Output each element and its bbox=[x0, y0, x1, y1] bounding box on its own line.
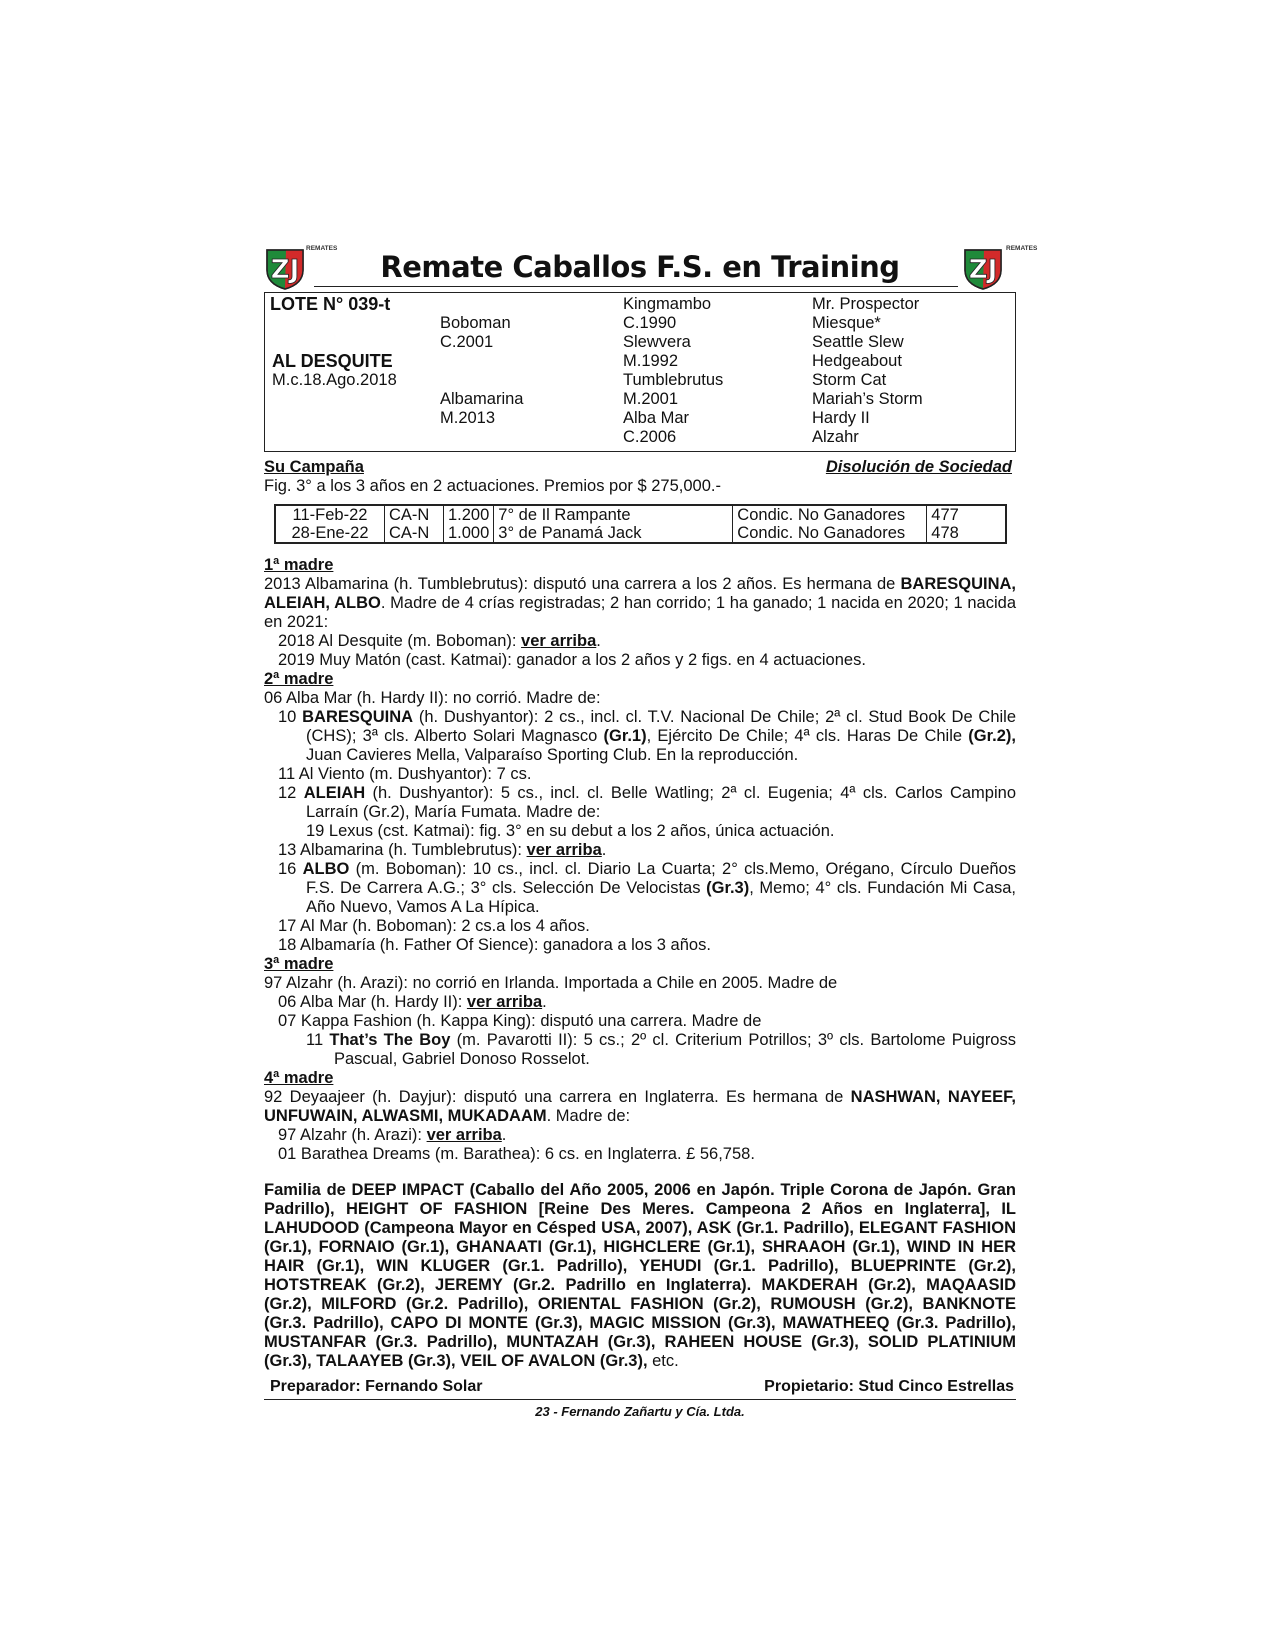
offspring-line: 12 ALEIAH (h. Dushyantor): 5 cs., incl. cl. Belle Watling; 2ª cl. Eugenia; 4ª cls. Carlos Campino Larraín (Gr.2), María Fumata. Madre de: bbox=[278, 784, 1017, 821]
race-number: 478 bbox=[927, 524, 1006, 543]
great-grandparent: Mariah’s Storm bbox=[812, 390, 923, 408]
page-header bbox=[264, 240, 1038, 288]
granddam-2: Alba Mar bbox=[623, 409, 690, 427]
fourth-dam-section bbox=[264, 1069, 1016, 1164]
offspring-line: 19 Lexus (cst. Katmai): fig. 3° en su debut a los 2 años, única actuación. bbox=[306, 822, 835, 840]
offspring-line: 11 That’s The Boy (m. Pavarotti II): 5 cs.; 2º cl. Criterium Potrillos; 3º cls. Bartolome Puigross Pascual, Gabriel Donoso Rosselot. bbox=[306, 1031, 1016, 1068]
lot-footer bbox=[264, 1377, 1016, 1397]
offspring-line: 01 Barathea Dreams (m. Barathea): 6 cs. en Inglaterra. £ 56,758. bbox=[278, 1145, 755, 1163]
second-dam-section bbox=[264, 670, 1016, 955]
offspring-line: 06 Alba Mar (h. Hardy II): ver arriba. bbox=[278, 993, 547, 1011]
offspring-line: 11 Al Viento (m. Dushyantor): 7 cs. bbox=[278, 765, 532, 783]
ver-arriba-link: ver arriba bbox=[466, 993, 543, 1011]
offspring-line: 10 BARESQUINA (h. Dushyantor): 2 cs., incl. cl. T.V. Nacional De Chile; 2ª cl. Stud Book De Chile (CHS); 3ª cls. Alberto Solari Magnasco (Gr.1), Ejército De Chile; 4ª cls. Haras De Chile (Gr.2), Juan Cavieres Mella, Valparaíso Sporting Club. En la reproducción. bbox=[278, 708, 1017, 764]
race-result: 7° de Il Rampante bbox=[494, 505, 733, 524]
grandsire-1: Kingmambo bbox=[623, 295, 712, 313]
first-dam-heading: 1ª madre bbox=[264, 556, 334, 574]
race-number: 477 bbox=[927, 505, 1006, 524]
grandsire-2: Tumblebrutus bbox=[623, 371, 724, 389]
offspring-line: 17 Al Mar (h. Boboman): 2 cs.a los 4 años. bbox=[278, 917, 590, 935]
great-grandparent: Seattle Slew bbox=[812, 333, 904, 351]
third-dam-heading: 3ª madre bbox=[264, 955, 334, 973]
campaign-heading: Su Campaña bbox=[264, 458, 364, 476]
family-summary: Familia de DEEP IMPACT (Caballo del Año 2005, 2006 en Japón. Triple Corona de Japón. Gran Padrillo), HEIGHT OF FASHION [Reine Des Meres. Campeona 2 Años en Inglaterra], IL LAHUDOOD (Campeona Mayor en Césped USA, 2007), ASK (Gr.1. Padrillo), ELEGANT FASHION (Gr.1), FORNAIO (Gr.1), GHANAATI (Gr.1), HIGHCLERE (Gr.1), SHRAAOH (Gr.1), WIND IN HER HAIR (Gr.1), WIN KLUGER (Gr.1. Padrillo), YEHUDI (Gr.1. Padrillo), BLUEPRINTE (Gr.2), HOTSTREAK (Gr.2), JEREMY (Gr.2. Padrillo en Inglaterra). MAKDERAH (Gr.2), MAQAASID (Gr.2), MILFORD (Gr.2. Padrillo), ORIENTAL FASHION (Gr.2), RUMOUSH (Gr.2), BANKNOTE (Gr.3. Padrillo), CAPO DI MONTE (Gr.3), MAGIC MISSION (Gr.3), MAWATHEEQ (Gr.3. Padrillo), MUSTANFAR (Gr.3. Padrillo), MUNTAZAH (Gr.3), RAHEEN HOUSE (Gr.3), SOLID PLATINIUM (Gr.3), TALAAYEB (Gr.3), VEIL OF AVALON (Gr.3), etc. bbox=[264, 1181, 1016, 1370]
trainer: Preparador: Fernando Solar bbox=[270, 1378, 483, 1395]
campaign-header bbox=[264, 458, 1016, 477]
title-divider bbox=[314, 286, 958, 287]
dissolution-note: Disolución de Sociedad bbox=[825, 458, 1012, 476]
great-grandparent: Hedgeabout bbox=[812, 352, 902, 370]
dam-info: M.2013 bbox=[440, 409, 496, 427]
grandsire-1-info: C.1990 bbox=[623, 314, 677, 332]
ver-arriba-link: ver arriba bbox=[426, 1126, 502, 1144]
race-date: 11-Feb-22 bbox=[292, 506, 368, 524]
horse-name: AL DESQUITE bbox=[272, 351, 393, 371]
second-dam-intro: 06 Alba Mar (h. Hardy II): no corrió. Madre de: bbox=[264, 689, 601, 707]
offspring-line: 18 Albamaría (h. Father Of Sience): ganadora a los 3 años. bbox=[278, 936, 711, 954]
catalog-page bbox=[264, 240, 1038, 1419]
logo-mark: ZJ bbox=[968, 255, 998, 285]
granddam-2-info: C.2006 bbox=[623, 428, 677, 446]
first-dam-section bbox=[264, 556, 1016, 670]
third-dam-intro: 97 Alzahr (h. Arazi): no corrió en Irlanda. Importada a Chile en 2005. Madre de bbox=[264, 974, 838, 992]
race-distance: 1.200 bbox=[444, 505, 494, 524]
logo-letters: REMATES bbox=[1006, 245, 1038, 252]
great-grandparent: Mr. Prospector bbox=[812, 295, 920, 313]
granddam-1-info: M.1992 bbox=[623, 352, 679, 370]
race-condition: Condic. No Ganadores bbox=[733, 524, 927, 543]
offspring-line: 13 Albamarina (h. Tumblebrutus): ver arriba. bbox=[278, 841, 607, 859]
race-track: CA-N bbox=[385, 524, 444, 543]
race-record-table bbox=[274, 504, 1007, 544]
ver-arriba-link: ver arriba bbox=[521, 632, 597, 650]
fourth-dam-intro: 92 Deyaajeer (h. Dayjur): disputó una carrera en Inglaterra. Es hermana de NASHWAN, NAYEEF, UNFUWAIN, ALWASMI, MUKADAAM. Madre de: bbox=[264, 1088, 1016, 1125]
race-result: 3° de Panamá Jack bbox=[494, 524, 733, 543]
race-date: 28-Ene-22 bbox=[291, 524, 369, 542]
great-grandparent: Alzahr bbox=[812, 428, 859, 446]
offspring-line: 2018 Al Desquite (m. Boboman): ver arriba. bbox=[278, 632, 601, 650]
offspring-line: 2019 Muy Matón (cast. Katmai): ganador a los 2 años y 2 figs. en 4 actuaciones. bbox=[278, 651, 866, 669]
race-distance: 1.000 bbox=[444, 524, 494, 543]
fourth-dam-heading: 4ª madre bbox=[264, 1069, 334, 1087]
first-dam-intro: 2013 Albamarina (h. Tumblebrutus): disputó una carrera a los 2 años. Es hermana de BARESQUINA, ALEIAH, ALBO. Madre de 4 crías registradas; 2 han corrido; 1 ha ganado; 1 nacida en 2020; 1 nacida en 2021: bbox=[264, 575, 1017, 631]
grandsire-2-info: M.2001 bbox=[623, 390, 679, 408]
owner: Propietario: Stud Cinco Estrellas bbox=[764, 1378, 1014, 1395]
pedigree-box bbox=[264, 292, 1016, 452]
ver-arriba-link: ver arriba bbox=[526, 841, 602, 859]
second-dam-heading: 2ª madre bbox=[264, 670, 334, 688]
offspring-line: 97 Alzahr (h. Arazi): ver arriba. bbox=[278, 1126, 507, 1144]
great-grandparent: Storm Cat bbox=[812, 371, 887, 389]
great-grandparent: Miesque* bbox=[812, 314, 881, 332]
offspring-line: 07 Kappa Fashion (h. Kappa King): disputó una carrera. Madre de bbox=[278, 1012, 762, 1030]
zj-remates-logo-right bbox=[962, 245, 1038, 294]
page-title: Remate Caballos F.S. en Training bbox=[380, 250, 900, 284]
logo-mark: ZJ bbox=[270, 255, 300, 285]
horse-info: M.c.18.Ago.2018 bbox=[272, 371, 397, 389]
footer-divider bbox=[264, 1399, 1016, 1400]
logo-letters: REMATES bbox=[306, 245, 338, 252]
lote-number: LOTE N° 039-t bbox=[270, 294, 391, 314]
zj-shield-icon bbox=[962, 246, 1004, 290]
sire-name: Boboman bbox=[440, 314, 511, 332]
table-row bbox=[275, 505, 1006, 524]
campaign-summary: Fig. 3° a los 3 años en 2 actuaciones. Premios por $ 275,000.- bbox=[264, 477, 721, 495]
race-track: CA-N bbox=[385, 505, 444, 524]
dam-name: Albamarina bbox=[440, 390, 524, 408]
table-row bbox=[275, 524, 1006, 543]
sire-info: C.2001 bbox=[440, 333, 494, 351]
race-condition: Condic. No Ganadores bbox=[733, 505, 927, 524]
great-grandparent: Hardy II bbox=[812, 409, 870, 427]
third-dam-section bbox=[264, 955, 1016, 1069]
offspring-line: 16 ALBO (m. Boboman): 10 cs., incl. cl. Diario La Cuarta; 2° cls.Memo, Orégano, Círculo Dueños F.S. De Carrera A.G.; 3° cls. Selección De Velocistas (Gr.3), Memo; 4° cls. Fundación Mi Casa, Año Nuevo, Vamos A La Hípica. bbox=[278, 860, 1017, 916]
granddam-1: Slewvera bbox=[623, 333, 691, 351]
page-number: 23 - Fernando Zañartu y Cía. Ltda. bbox=[535, 1404, 745, 1419]
